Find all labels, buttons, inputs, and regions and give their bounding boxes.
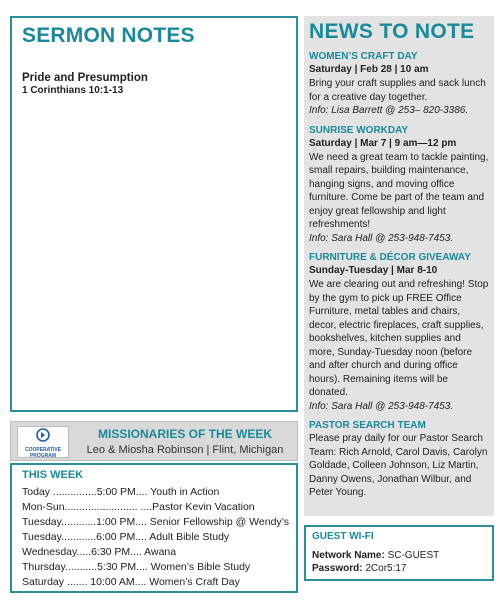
list-item: Wednesday.....6:30 PM.... Awana [22, 546, 177, 558]
sermon-notes-heading: SERMON NOTES [22, 24, 195, 47]
list-item: Today ...............5:00 PM.... Youth in Action [22, 486, 220, 498]
news-item-craft-day [309, 50, 489, 118]
news-item-title: WOMEN’S CRAFT DAY [309, 51, 418, 62]
news-item-body: Please pray daily for our Pastor Search Team: Rich Arnold, Carol Davis, Carolyn Goldade, Colleen Johnson, Liz Martin, Danny Owens, Jonathan Wilbur, and Peter Young. [309, 433, 488, 498]
cp-logo-icon [35, 428, 51, 442]
news-to-note-panel [304, 16, 494, 516]
news-item-info: Info: Sara Hall @ 253-948-7453. [309, 400, 454, 412]
sermon-notes-panel [10, 16, 298, 412]
news-item-furniture-giveaway [309, 251, 489, 413]
logo-text: COOPERATIVE PROGRAM [24, 447, 62, 459]
guest-wifi-panel [304, 525, 494, 581]
news-item-title: FURNITURE & DÉCOR GIVEAWAY [309, 252, 471, 263]
sermon-title: Pride and Presumption [22, 72, 148, 84]
wifi-password-row [312, 562, 486, 575]
list-item: Tuesday............6:00 PM.... Adult Bible Study [22, 531, 230, 543]
wifi-network-row [312, 549, 486, 562]
missionaries-heading: MISSIONARIES OF THE WEEK [97, 427, 272, 441]
news-item-sunrise-workday [309, 124, 489, 246]
missionaries-panel [10, 421, 298, 461]
news-item-when: Saturday | Feb 28 | 10 am [309, 64, 429, 75]
news-item-body: We are clearing out and refreshing! Stop by the gym to pick up FREE Office Furniture, metal tables and chairs, decor, electric fireplaces, craft supplies, bookshelves, kitchen supplies and more, Sunday-Tuesday noon (before and after church and during office hours). Remaining items will be donated. [309, 279, 489, 398]
news-item-title: PASTOR SEARCH TEAM [309, 420, 426, 431]
news-item-pastor-search [309, 419, 489, 500]
this-week-list [22, 485, 290, 590]
this-week-heading: THIS WEEK [22, 469, 84, 481]
this-week-panel [10, 463, 298, 593]
wifi-password-value: 2Cor5:17 [365, 563, 407, 574]
wifi-network-label: Network Name: [312, 550, 388, 561]
list-item: Saturday ....... 10:00 AM.... Women’s Craft Day [22, 576, 240, 588]
list-item: Thursday...........5:30 PM.... Women’s Bible Study [22, 561, 251, 573]
list-item: Mon-Sun......................... ....Pastor Kevin Vacation [22, 501, 255, 513]
cooperative-program-logo [17, 426, 69, 458]
sermon-reference: 1 Corinthians 10:1-13 [22, 85, 124, 96]
news-item-when: Saturday | Mar 7 | 9 am—12 pm [309, 137, 457, 149]
missionaries-names: Leo & Miosha Robinson | Flint, Michigan [86, 444, 284, 456]
wifi-password-label: Password: [312, 563, 366, 574]
wifi-heading: GUEST WI-FI [312, 531, 374, 542]
news-item-info: Info: Lisa Barrett @ 253– 820-3386. [309, 105, 469, 116]
news-item-title: SUNRISE WORKDAY [309, 124, 409, 136]
news-item-when: Sunday-Tuesday | Mar 8-10 [309, 265, 438, 276]
list-item: Tuesday............1:00 PM.... Senior Fellowship @ Wendy’s [22, 516, 290, 528]
wifi-network-value: SC-GUEST [387, 550, 440, 561]
news-heading: NEWS TO NOTE [309, 20, 475, 43]
news-item-info: Info: Sara Hall @ 253-948-7453. [309, 232, 454, 244]
news-item-body: Bring your craft supplies and sack lunch for a creative day together. [309, 78, 486, 103]
news-item-body: We need a great team to tackle painting, small repairs, building maintenance, hanging signs, and moving office furniture. Come be part of the team and enjoy great fellowship and light refreshments! [309, 151, 489, 230]
